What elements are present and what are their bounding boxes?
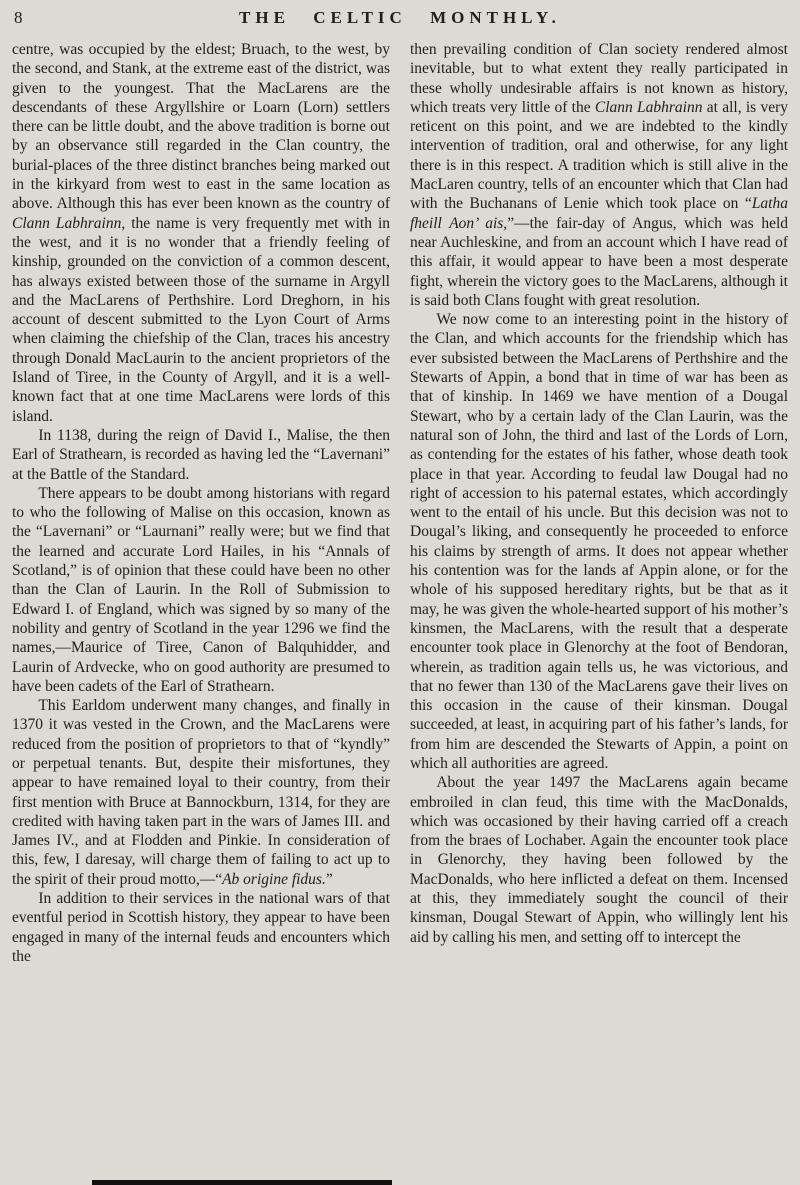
text-run: About the year 1497 the MacLarens again became embroiled in clan feud, this time with the MacDonalds, which was occasioned by their having carried off a creach from the braes of Lochaber. Again the encounter took place in Glenorchy, they having been followed by the MacDonalds, who here inflicted a defeat on them. Incensed at this, they immediately sought the council of their kinsman, Dougal Stewart of Appin, who willingly lent his aid by calling his men, and setting off to intercept the (410, 774, 788, 946)
paragraph (410, 773, 788, 947)
paragraph (12, 484, 390, 696)
text-run: ”—the fair-day of Angus, which was held near Auchleskine, and from an account which I have read of this affair, it would appear to have been a most desperate fight, wherein the victory goes to the MacLarens, although it is said both Clans fought with great resolution. (410, 214, 789, 309)
text-run: Clann Labhrainn (12, 214, 122, 232)
text-run: We now come to an interesting point in the history of the Clan, and which accounts for the friendship which has ever subsisted between the MacLarens of Perthshire and the Stewarts of Appin, a bond that in time of war has been as that of kinship. In 1469 we have mention of a Dougal Stewart, who by a certain lady of the Clan Laurin, was the natural son of John, the third and last of the Lords of Lorn, as contending for the estates of his father, whose death took place in that year. According to feudal law Dougal had no right of accession to his paternal estates, which accordingly went to the entail of his uncle. But this decision was not to Dougal’s liking, and consequently he proceeded to enforce his claims by strength of arms. It does not appear whether his contention was for the lands af Appin alone, or for the whole of his supposed hereditary rights, but be that as it may, he was given the whole-hearted support of his mother’s kinsmen, the MacLarens, with the result that a desperate encounter took place in Glenorchy at the foot of Bendoran, wherein, as tradition again tells us, he was victorious, and that no fewer than 130 of the MacLarens gave their lives on this occasion in the cause of their kinsman. Dougal succeeded, at least, in acquiring part of his father’s lands, for from him are descended the Stewarts of Appin, a point on which all authorities are agreed. (410, 311, 788, 772)
journal-title: THE CELTIC MONTHLY. (239, 8, 561, 27)
text-run: In addition to their services in the national wars of that eventful period in Scottish history, they appear to have been engaged in many of the internal feuds and encounters which the (12, 890, 390, 965)
paragraph (12, 40, 390, 426)
text-run: then prevailing condition of Clan society rendered almost inevitable, but to what extent they really participated in these wholly undesirable affairs is not known as history, which treats very little of the (410, 41, 788, 116)
text-run: This Earldom underwent many changes, and finally in 1370 it was vested in the Crown, and the MacLarens were reduced from the position of proprietors to that of “kyndly” or perpetual tenants. But, despite their misfortunes, they appear to have remained loyal to their country, from their first mention with Bruce at Bannockburn, 1314, for they are credited with having taken part in the wars of James III. and James IV., and at Flodden and Pinkie. In consideration of this, few, I daresay, will charge them of failing to act up to the spirit of their proud motto,—“ (12, 697, 390, 888)
text-run: Ab origine fidus. (222, 870, 326, 888)
text-run: In 1138, during the reign of David I., Malise, the then Earl of Strathearn, is recorded as having led the “Lavernani” at the Battle of the Standard. (12, 426, 390, 483)
left-column (12, 40, 390, 966)
paragraph (12, 426, 390, 484)
text-run: There appears to be doubt among historians with regard to who the following of Malise on this occasion, known as the “Lavernani” or “Laurnani” really were; but we find that the learned and accurate Lord Hailes, in his “Annals of Scotland,” is of opinion that these could have been no other than the Clan of Laurin. In the Roll of Submission to Edward I. of England, which was signed by so many of the nobility and gentry of Scotland in the year 1296 we find the names,—Maurice of Tiree, Canon of Balquhidder, and Laurin of Ardvecke, who on good authority are presumed to have been cadets of the Earl of Strathearn. (12, 484, 390, 695)
article-body (12, 40, 788, 966)
text-run: Clann Labhrainn (594, 98, 703, 116)
paragraph (410, 310, 788, 773)
paragraph (12, 696, 390, 889)
paragraph (12, 889, 390, 966)
text-run: ” (325, 870, 333, 888)
right-column (410, 40, 788, 966)
text-run: , the name is very frequently met with in the west, and it is no wonder that a friendly feeling of kinship, grounded on the conviction of a common descent, has always existed between those of the surname in Argyll and the MacLarens of Perthshire. Lord Dreghorn, in his account of descent submitted to the Lyon Court of Arms when claiming the chiefship of the Clan, traces his ancestry through Donald MacLaurin to the ancient proprietors of the Island of Tiree, in the County of Argyll, and it is a well-known fact that at one time MacLarens were lords of this island. (12, 214, 390, 425)
text-run: Latha fheill Aon’ ais, (410, 195, 788, 232)
page-header (12, 6, 788, 40)
page-number: 8 (14, 8, 23, 27)
text-run: centre, was occupied by the eldest; Bruach, to the west, by the second, and Stank, at the extreme east of the district, was given to the youngest. That the MacLarens are the descendants of these Argyllshire or Loarn (Lorn) settlers there can be little doubt, and the above tradition is borne out by an observance still regarded in the Clan country, the burial-places of the three distinct branches being marked out in the kirkyard from west to east in the same location as above. Although this has ever been known as the country of (12, 41, 390, 213)
text-run: at all, is very reticent on this point, and we are indebted to the kindly intervention of tradition, oral and otherwise, for any light there is in this respect. A tradition which is still alive in the MacLaren country, tells of an encounter which that Clan had with the Buchanans of Lenie which took place on “ (410, 98, 788, 213)
scan-artifact (92, 1180, 392, 1185)
paragraph (410, 40, 788, 310)
